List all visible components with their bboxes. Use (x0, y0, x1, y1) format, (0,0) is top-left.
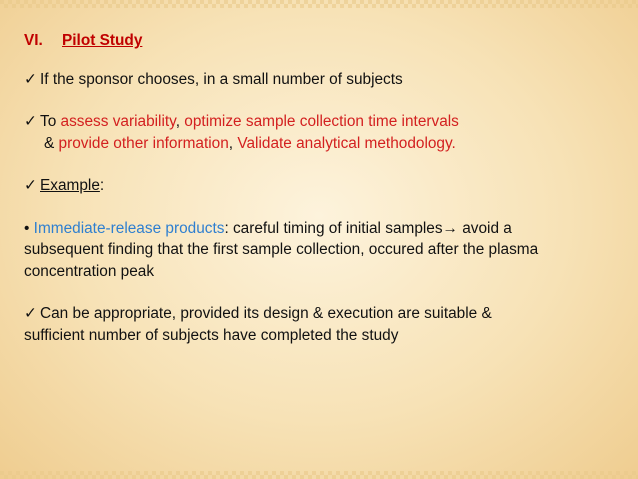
purpose-validate: Validate analytical methodology. (237, 134, 456, 152)
purpose-assess: assess variability (60, 113, 176, 130)
bullet-immediate-release (24, 218, 624, 283)
example-label: Example (40, 177, 100, 194)
purpose-sep1: , (175, 113, 181, 130)
checkmark-icon: ✓ (24, 113, 37, 130)
purpose-to: To (40, 113, 57, 130)
immediate-release-line3: concentration peak (24, 262, 155, 280)
purpose-optimize: optimize sample collection time intervals (184, 113, 459, 130)
immediate-release-line1: : careful timing of initial samples→ avoid a (224, 219, 512, 237)
bullet-purpose (24, 111, 624, 154)
slide-heading (24, 30, 624, 52)
checkmark-icon: ✓ (24, 305, 37, 322)
bullet-appropriate (24, 303, 624, 346)
purpose-amp: & (44, 134, 59, 152)
appropriate-line2: sufficient number of subjects have completed the study (24, 326, 399, 344)
purpose-provide: provide other information (58, 134, 229, 152)
bullet-example (24, 175, 624, 197)
appropriate-line1: Can be appropriate, provided its design & execution are suitable & (40, 305, 492, 322)
checkmark-icon: ✓ (24, 177, 37, 194)
example-colon: : (99, 177, 105, 194)
heading-title: Pilot Study (62, 32, 143, 49)
checkmark-icon: ✓ (24, 70, 37, 88)
bullet-text: If the sponsor chooses, in a small number of subjects (40, 70, 403, 88)
bullet-dot-icon: • (24, 219, 30, 237)
purpose-sep2: , (228, 134, 234, 152)
heading-number: VI. (24, 32, 43, 49)
top-decoration (0, 0, 638, 8)
immediate-release-label: Immediate-release products (33, 219, 225, 237)
bottom-decoration (0, 471, 638, 479)
immediate-release-line2: subsequent finding that the first sample collection, occured after the plasma (24, 241, 539, 258)
bullet-sponsor (24, 69, 624, 91)
slide-content (24, 30, 624, 367)
